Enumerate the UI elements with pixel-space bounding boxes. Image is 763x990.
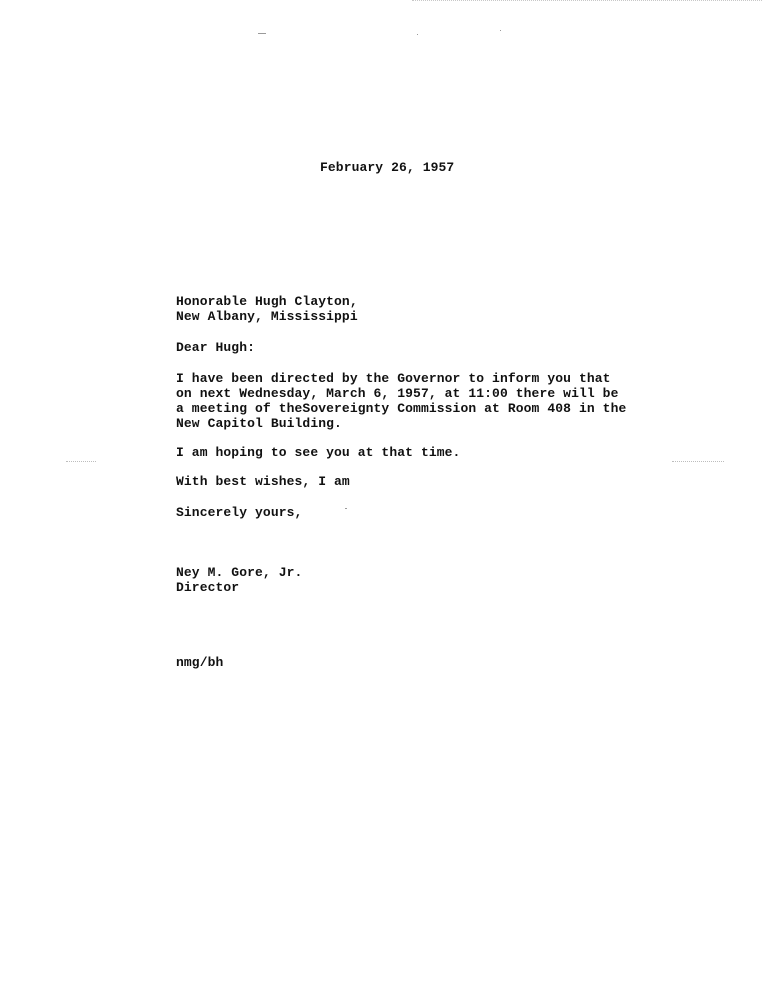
body-line: on next Wednesday, March 6, 1957, at 11:00 there will be	[176, 386, 619, 401]
scan-artifact-right	[672, 461, 724, 462]
letter-date: February 26, 1957	[320, 160, 455, 175]
closing: Sincerely yours,	[176, 505, 303, 520]
scan-speck	[500, 30, 501, 31]
scan-artifact-left	[66, 461, 96, 462]
scan-speck	[417, 34, 418, 35]
recipient-name: Honorable Hugh Clayton,	[176, 294, 358, 309]
signer-title: Director	[176, 580, 240, 595]
wishes-line: With best wishes, I am	[176, 474, 350, 489]
recipient-location: New Albany, Mississippi	[176, 309, 358, 324]
body-line: New Capitol Building.	[176, 416, 342, 431]
salutation: Dear Hugh:	[176, 340, 256, 355]
typist-initials: nmg/bh	[176, 655, 224, 670]
scan-artifact-top	[412, 0, 762, 3]
hope-line: I am hoping to see you at that time.	[176, 445, 461, 460]
scan-speck	[258, 33, 266, 34]
scan-speck	[345, 508, 347, 509]
signer-name: Ney M. Gore, Jr.	[176, 565, 303, 580]
body-line: I have been directed by the Governor to inform you that	[176, 371, 611, 386]
body-line: a meeting of theSovereignty Commission at Room 408 in the	[176, 401, 627, 416]
